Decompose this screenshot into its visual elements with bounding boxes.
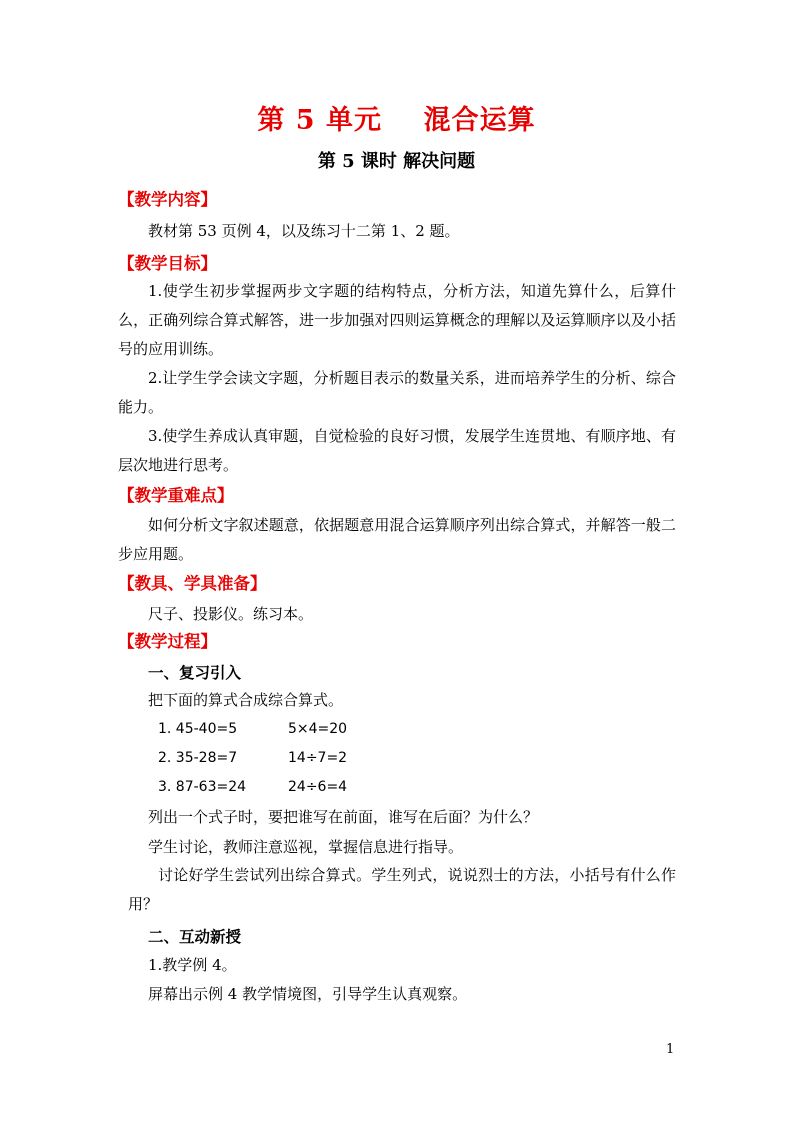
tools-text: 尺子、投影仪。练习本。	[148, 605, 314, 623]
question-2: 学生讨论，教师注意巡视，掌握信息进行指导。	[148, 838, 464, 856]
equation-2-a: 2. 35-28=7	[158, 750, 238, 766]
page-title: 第 5 单元 混合运算	[257, 105, 536, 136]
heading-teaching-content: 【教学内容】	[118, 190, 217, 209]
heading-teaching-goals: 【教学目标】	[118, 254, 217, 273]
page-number: 1	[666, 1042, 675, 1057]
key-points-text: 如何分析文字叙述题意，依据题意用混合运算顺序列出综合算式，并解答一般二步应用题。	[118, 516, 676, 563]
teaching-content-text: 教材第 53 页例 4，以及练习十二第 1、2 题。	[148, 222, 460, 240]
new-step-2: 屏幕出示例 4 教学情境图，引导学生认真观察。	[148, 985, 468, 1003]
lesson-subtitle: 第 5 课时 解决问题	[317, 151, 476, 172]
equation-1-b: 5×4=20	[288, 721, 348, 737]
goal-3: 3.使学生养成认真审题，自觉检验的良好习惯，发展学生连贯地、有顺序地、有层次地进行思考。	[118, 427, 676, 474]
goal-2: 2.让学生学会读文字题，分析题目表示的数量关系，进而培养学生的分析、综合能力。	[118, 369, 676, 416]
equation-2-b: 14÷7=2	[288, 750, 348, 766]
heading-tools: 【教具、学具准备】	[118, 574, 267, 593]
review-intro: 把下面的算式合成综合算式。	[148, 691, 344, 709]
heading-teaching-process: 【教学过程】	[118, 632, 217, 651]
equation-3-a: 3. 87-63=24	[158, 779, 247, 795]
section-review-title: 一、复习引入	[148, 663, 242, 682]
equation-3-b: 24÷6=4	[288, 779, 348, 795]
section-new-title: 二、互动新授	[148, 927, 242, 946]
goal-1: 1.使学生初步掌握两步文字题的结构特点，分析方法，知道先算什么，后算什么，正确列综合算式解答，进一步加强对四则运算概念的理解以及运算顺序以及小括号的应用训练。	[118, 282, 676, 358]
question-3: 讨论好学生尝试列出综合算式。学生列式，说说烈士的方法，小括号有什么作用？	[128, 866, 676, 913]
heading-key-points: 【教学重难点】	[118, 486, 234, 505]
equation-1-a: 1. 45-40=5	[158, 721, 238, 737]
question-1: 列出一个式子时，要把谁写在前面，谁写在后面？为什么？	[148, 808, 539, 826]
new-step-1: 1.教学例 4。	[148, 956, 237, 974]
